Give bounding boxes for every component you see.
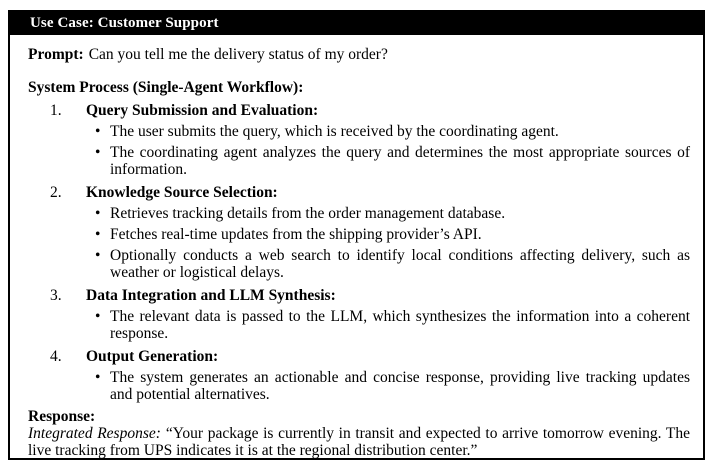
step-title: Query Submission and Evaluation: xyxy=(86,102,319,119)
bullet-marker: • xyxy=(95,123,101,140)
bullet-marker: • xyxy=(95,226,101,243)
response-label: Response: xyxy=(28,408,96,425)
bullet-text: Retrieves tracking details from the order management database. xyxy=(110,205,506,222)
bullet-marker: • xyxy=(95,205,101,222)
step-heading-2 xyxy=(28,184,690,201)
process-heading: System Process (Single-Agent Workflow): xyxy=(28,79,304,96)
bullet-text: Optionally conducts a web search to identify local conditions affecting delivery, such as weather or logistical delays. xyxy=(110,247,690,281)
step-title: Knowledge Source Selection: xyxy=(86,184,278,201)
bullet-text: The system generates an actionable and concise response, providing live tracking updates and potential alternatives. xyxy=(110,369,690,403)
response-sublabel: Integrated Response: xyxy=(28,425,161,442)
bullet-marker: • xyxy=(95,247,101,264)
bullet-item xyxy=(28,308,690,342)
prompt-text: Can you tell me the delivery status of my order? xyxy=(88,46,388,63)
step-number: 1. xyxy=(50,102,62,119)
step-title: Output Generation: xyxy=(86,348,219,365)
bullet-text: The user submits the query, which is received by the coordinating agent. xyxy=(110,123,559,140)
bullet-item xyxy=(28,247,690,281)
step-heading-1 xyxy=(28,102,690,119)
step-number: 3. xyxy=(50,287,62,304)
bullet-item xyxy=(28,369,690,403)
response-section xyxy=(28,408,690,459)
bullet-marker: • xyxy=(95,369,101,386)
usecase-header-bar xyxy=(10,12,703,35)
response-paragraph xyxy=(28,425,690,459)
usecase-title: Use Case: Customer Support xyxy=(30,15,219,31)
bullet-item xyxy=(28,205,690,222)
bullet-item xyxy=(28,144,690,178)
usecase-body xyxy=(10,35,703,459)
bullet-item xyxy=(28,123,690,140)
bullet-text: The coordinating agent analyzes the query and determines the most appropriate sources of information. xyxy=(110,144,690,178)
step-heading-3 xyxy=(28,287,690,304)
bullet-text: Fetches real-time updates from the shipping provider’s API. xyxy=(110,226,482,243)
bullet-marker: • xyxy=(95,308,101,325)
bullet-item xyxy=(28,226,690,243)
prompt-label: Prompt: xyxy=(28,46,84,63)
bullet-text: The relevant data is passed to the LLM, which synthesizes the information into a coherent response. xyxy=(110,308,690,342)
response-text: “Your package is currently in transit and expected to arrive tomorrow evening. The live tracking from UPS indicates it is at the regional distribution center.” xyxy=(28,425,690,459)
bullet-marker: • xyxy=(95,144,101,161)
step-number: 4. xyxy=(50,348,62,365)
step-heading-4 xyxy=(28,348,690,365)
step-number: 2. xyxy=(50,184,62,201)
prompt-line xyxy=(28,46,690,63)
usecase-box xyxy=(8,10,705,460)
step-title: Data Integration and LLM Synthesis: xyxy=(86,287,336,304)
